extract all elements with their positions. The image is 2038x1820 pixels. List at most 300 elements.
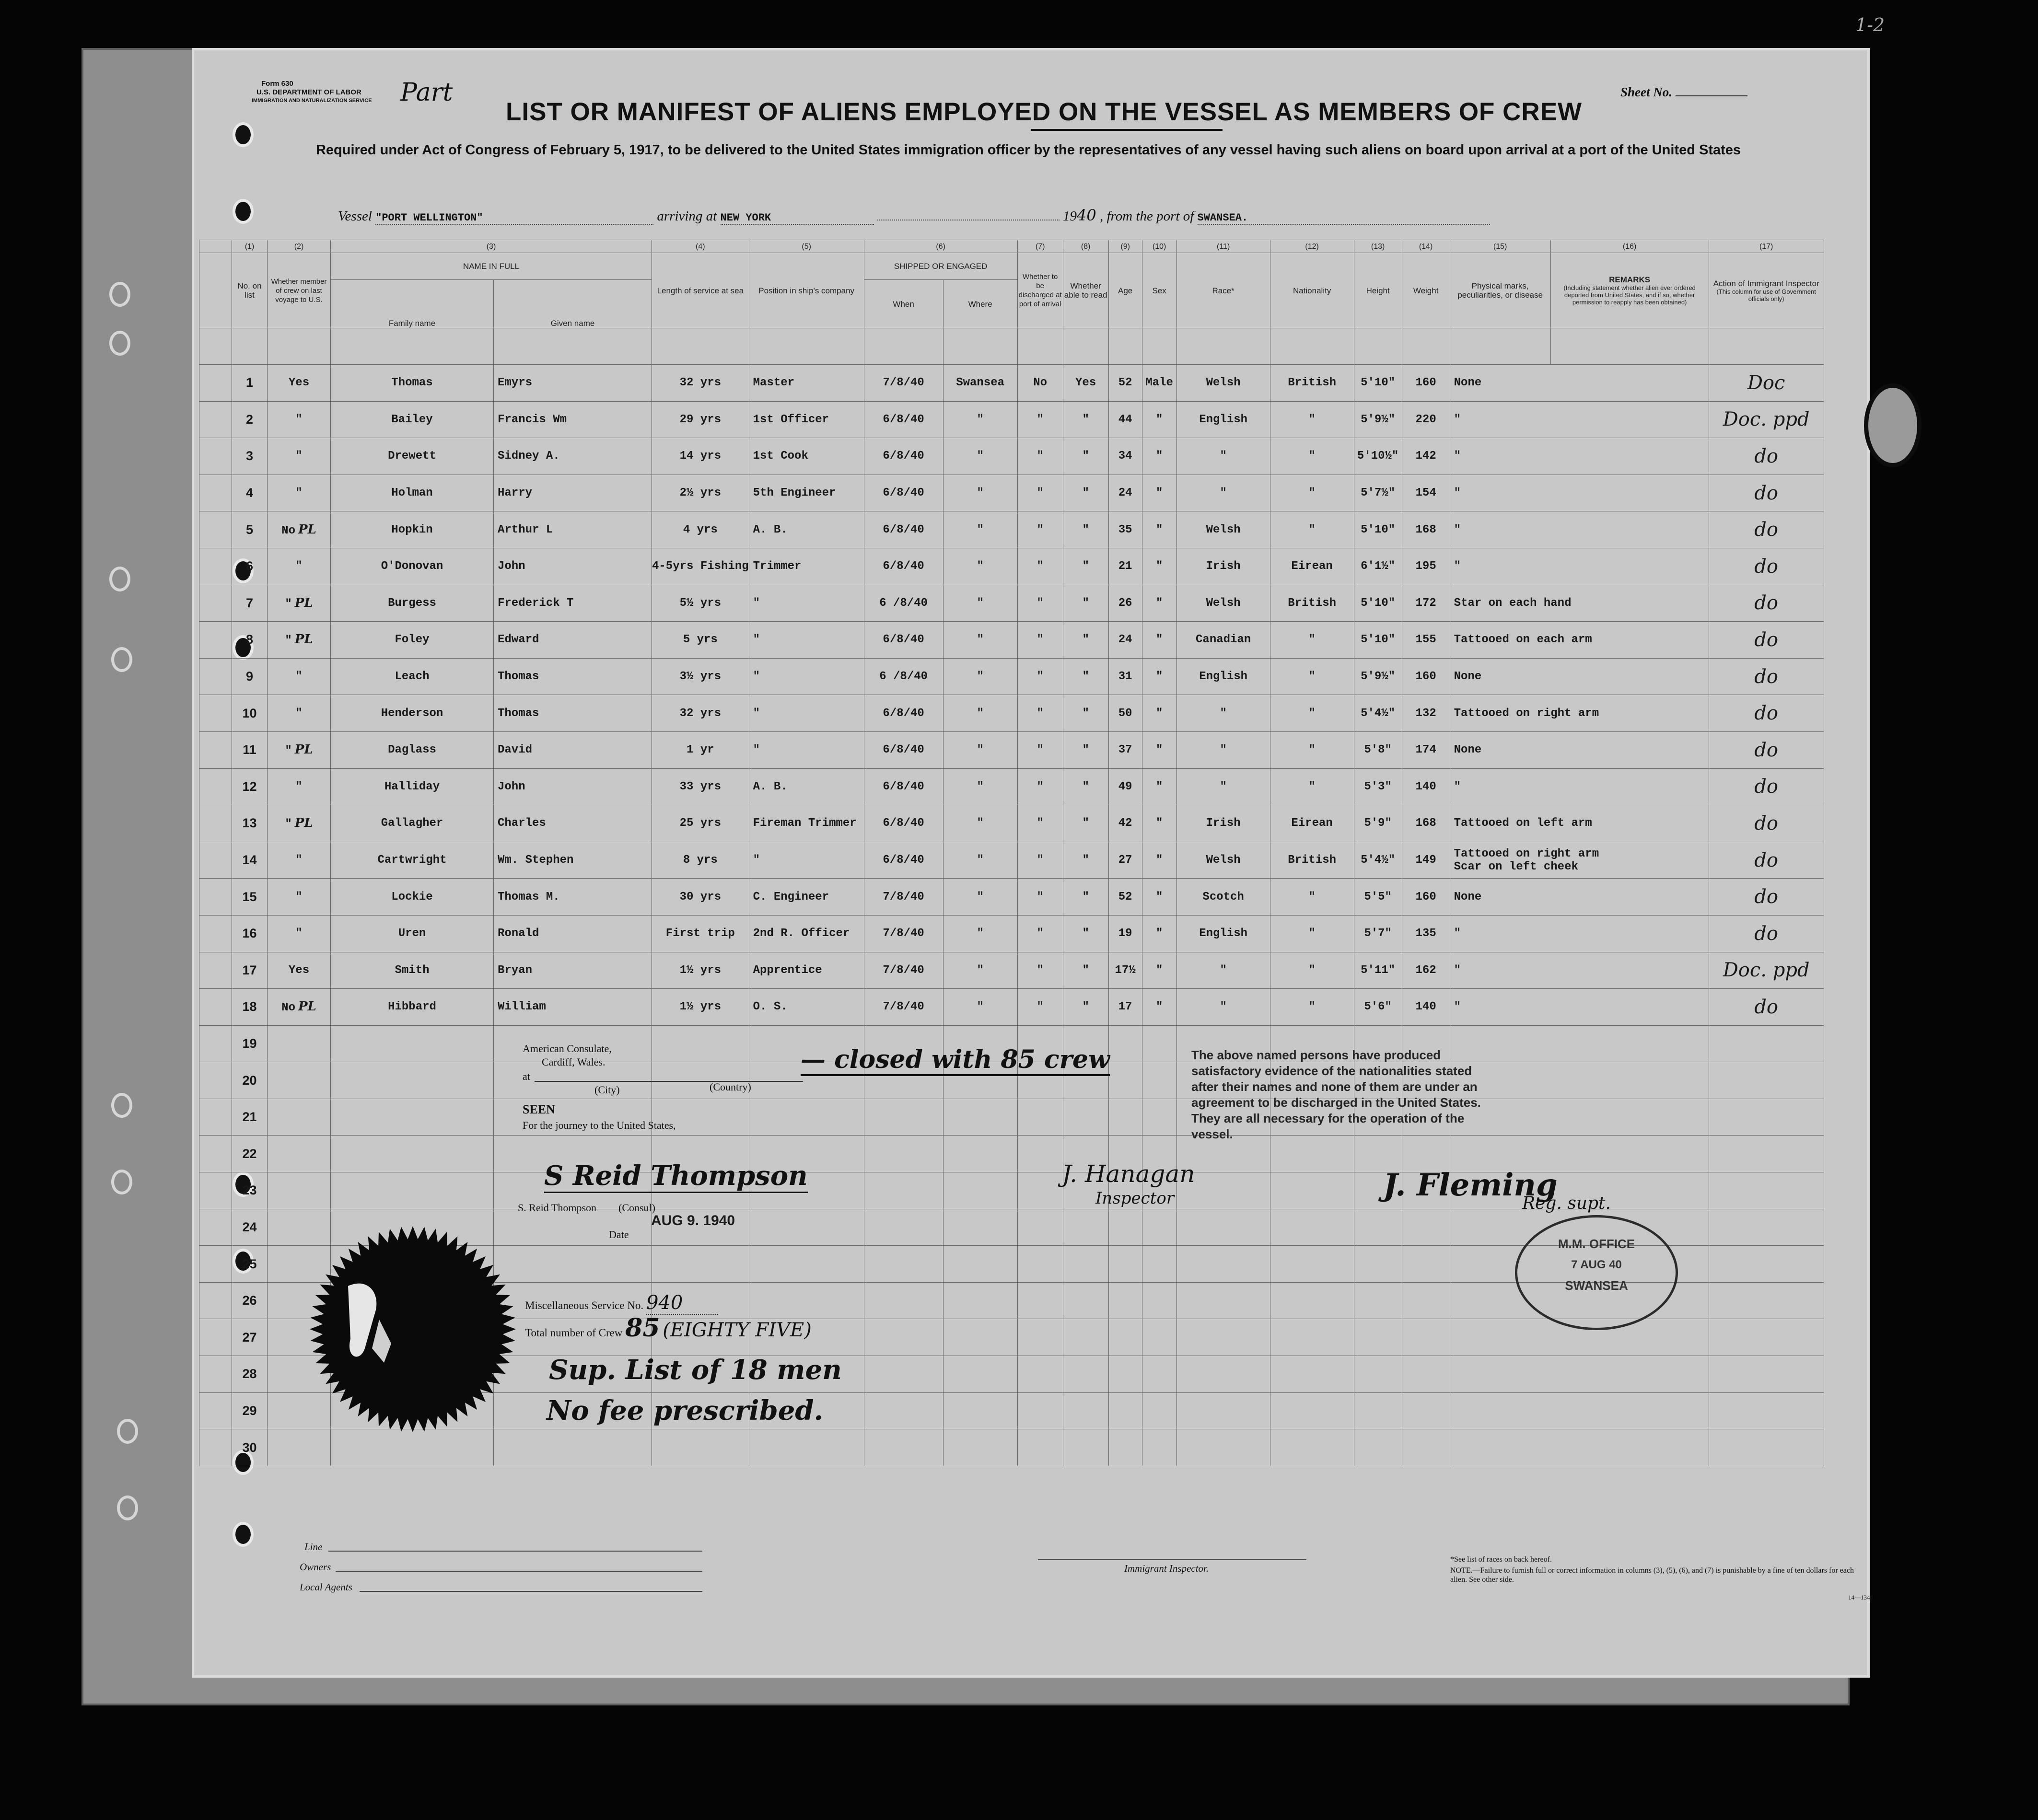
empty-cell [1063,1246,1108,1283]
family-name: Bailey [331,401,494,438]
master-signature: J. Fleming [1383,1167,1558,1203]
nationality: British [1270,585,1354,622]
physical-marks [1450,989,1709,1026]
from-label: , from the port of [1099,209,1194,224]
given-name: Thomas [494,695,652,732]
shipped-when: 6/8/40 [864,622,943,659]
given-name: Ronald [494,915,652,952]
length-of-service: 25 yrs [652,805,749,842]
list-number: 22 [232,1136,268,1172]
height: 5'10" [1354,511,1402,548]
previous-voyage-note: PL [294,816,313,831]
inspector-action: do [1709,805,1824,842]
empty-cell [268,1025,331,1062]
family-name: Gallagher [331,805,494,842]
list-number: 26 [232,1282,268,1319]
height: 5'4½" [1354,695,1402,732]
to-be-discharged: " [1017,915,1063,952]
previous-voyage-value: No [281,1001,295,1015]
age: 52 [1108,879,1142,916]
empty-cell [1017,1246,1063,1283]
empty-cell [1063,1356,1108,1393]
physical-marks [1450,622,1709,659]
sex: " [1142,622,1176,659]
able-to-read: " [1063,695,1108,732]
position: " [749,842,864,879]
nationality: " [1270,475,1354,511]
physical-marks [1450,768,1709,805]
shipped-when: 7/8/40 [864,989,943,1026]
previous-voyage-value: " [295,780,303,793]
col-where: Where [943,280,1017,328]
weight: 168 [1402,805,1450,842]
col-given-name: Given name [494,280,652,328]
row-margin [199,622,232,659]
previous-voyage [268,438,331,475]
empty-cell [943,1136,1017,1172]
empty-cell [943,1392,1017,1429]
empty-cell [1354,1282,1402,1319]
row-margin [199,695,232,732]
shipped-where: " [943,622,1017,659]
nationality: " [1270,731,1354,768]
shipped-when: 6/8/40 [864,438,943,475]
shipped-when: 6/8/40 [864,401,943,438]
height: 5'6" [1354,989,1402,1026]
inspector-action: Doc. ppd [1709,952,1824,989]
physical-marks-text: None [1454,743,1482,757]
family-name: Daglass [331,731,494,768]
able-to-read: " [1063,952,1108,989]
col-num: (9) [1108,240,1142,253]
empty-cell [1354,1429,1402,1466]
empty-cell [1108,1062,1142,1099]
age: 27 [1108,842,1142,879]
race: Welsh [1176,842,1270,879]
to-be-discharged: " [1017,401,1063,438]
empty-cell [331,1099,494,1136]
nationality: British [1270,842,1354,879]
empty-cell [1402,1392,1450,1429]
physical-marks [1450,438,1709,475]
previous-voyage [268,952,331,989]
inspector-action: Doc [1709,365,1824,402]
crew-total-number: 85 [625,1313,660,1343]
empty-cell [1108,1099,1142,1136]
sex: " [1142,438,1176,475]
inspector-action: do [1709,842,1824,879]
col-num: (1) [232,240,268,253]
empty-cell [1108,1356,1142,1393]
col-num: (10) [1142,240,1176,253]
empty-cell [1063,1099,1108,1136]
empty-cell [494,1429,652,1466]
physical-marks-text: Tattooed on right arm [1454,707,1599,720]
to-be-discharged: " [1017,511,1063,548]
journey-label: For the journey to the United States, [523,1119,676,1131]
empty-cell [943,1429,1017,1466]
empty-cell [1108,1282,1142,1319]
nationality: " [1270,658,1354,695]
position: " [749,658,864,695]
empty-cell [1017,1172,1063,1209]
column-number-row [199,240,1824,253]
race: " [1176,475,1270,511]
row-margin [199,511,232,548]
empty-cell [268,1099,331,1136]
row-margin [199,365,232,402]
binder-hole [109,567,130,591]
row-margin [199,475,232,511]
race: " [1176,438,1270,475]
race: Irish [1176,805,1270,842]
crew-row [199,731,1824,768]
position: 2nd R. Officer [749,915,864,952]
row-margin [199,879,232,916]
height: 5'10½" [1354,438,1402,475]
list-number: 13 [232,805,268,842]
col-physical-marks: Physical marks, peculiarities, or disease [1450,253,1550,328]
previous-voyage-note: PL [294,632,313,647]
row-margin [199,658,232,695]
row-margin [199,989,232,1026]
empty-cell [268,1172,331,1209]
empty-cell [1142,1246,1176,1283]
empty-cell [1142,1429,1176,1466]
list-number: 30 [232,1429,268,1466]
binder-hole [111,647,132,672]
weight: 160 [1402,879,1450,916]
manifest-sheet [192,48,1873,1678]
empty-cell [199,1392,232,1429]
weight: 140 [1402,768,1450,805]
col-num: (14) [1402,240,1450,253]
race: English [1176,401,1270,438]
col-num: (12) [1270,240,1354,253]
weight: 160 [1402,365,1450,402]
previous-voyage-value: " [295,890,303,904]
previous-voyage [268,989,331,1026]
previous-voyage [268,585,331,622]
to-be-discharged: " [1017,952,1063,989]
empty-cell [1017,1356,1063,1393]
height: 5'11" [1354,952,1402,989]
col-length-of-service: Length of service at sea [652,253,749,328]
list-number: 6 [232,548,268,585]
to-be-discharged: " [1017,658,1063,695]
inspector-action: do [1709,731,1824,768]
crew-row [199,658,1824,695]
inspector-action: do [1709,585,1824,622]
consulate-office: American Consulate, [523,1043,612,1055]
previous-voyage-value: " [295,854,303,867]
empty-cell [943,1282,1017,1319]
binder-hole [117,1495,138,1520]
row-margin [199,768,232,805]
empty-cell [1176,1282,1270,1319]
family-name: Hopkin [331,511,494,548]
crew-row [199,952,1824,989]
position: A. B. [749,768,864,805]
physical-marks-text: Tattooed on each arm [1454,633,1592,647]
previous-voyage [268,879,331,916]
nationality: " [1270,989,1354,1026]
previous-voyage-value: " [295,707,303,720]
previous-voyage [268,842,331,879]
shipped-when: 7/8/40 [864,915,943,952]
to-be-discharged: " [1017,695,1063,732]
nationality: " [1270,401,1354,438]
empty-cell [1108,1025,1142,1062]
binder-hole [233,122,254,147]
col-race: Race* [1176,253,1270,328]
year-value: 40 [1077,206,1096,224]
to-be-discharged: " [1017,622,1063,659]
shipped-where: " [943,989,1017,1026]
empty-cell [199,1209,232,1246]
empty-cell [331,1062,494,1099]
master-title: Reg. supt. [1522,1194,1611,1213]
weight: 149 [1402,842,1450,879]
empty-cell [864,1392,943,1429]
consul-date-stamp: AUG 9. 1940 [651,1213,735,1229]
crew-row [199,879,1824,916]
empty-cell [1450,1356,1709,1393]
previous-voyage [268,622,331,659]
race: Scotch [1176,879,1270,916]
sex: " [1142,842,1176,879]
empty-cell [864,1319,943,1356]
empty-cell [1270,1392,1354,1429]
previous-voyage-value: " [285,818,292,831]
length-of-service: 5½ yrs [652,585,749,622]
able-to-read: " [1063,989,1108,1026]
empty-cell [1270,1246,1354,1283]
previous-voyage [268,511,331,548]
weight: 142 [1402,438,1450,475]
empty-cell [1063,1209,1108,1246]
empty-cell [1709,1209,1824,1246]
vessel-line [338,206,1490,225]
able-to-read: " [1063,622,1108,659]
sex: Male [1142,365,1176,402]
crew-row [199,989,1824,1026]
inspector-action: do [1709,879,1824,916]
height: 5'10" [1354,365,1402,402]
binder-hole [109,331,130,356]
shipped-where: " [943,548,1017,585]
empty-row [199,1099,1824,1136]
empty-cell [1063,1392,1108,1429]
shipped-where: " [943,731,1017,768]
empty-cell [1709,1429,1824,1466]
shipped-when: 6/8/40 [864,768,943,805]
sex: " [1142,805,1176,842]
given-name: Arthur L [494,511,652,548]
empty-cell [1709,1246,1824,1283]
race: " [1176,989,1270,1026]
year-label: 19 [1063,209,1077,224]
race: " [1176,695,1270,732]
empty-cell [1142,1062,1176,1099]
race: Welsh [1176,365,1270,402]
row-margin [199,915,232,952]
shipped-where: " [943,805,1017,842]
family-name: Hibbard [331,989,494,1026]
sex: " [1142,768,1176,805]
position: " [749,731,864,768]
empty-cell [268,1429,331,1466]
misc-service-number: 940 [646,1292,718,1315]
from-port: SWANSEA. [1198,212,1490,225]
age: 17½ [1108,952,1142,989]
able-to-read: " [1063,475,1108,511]
inspector-action: do [1709,695,1824,732]
race: Canadian [1176,622,1270,659]
physical-marks-text: " [1454,780,1461,793]
col-num: (13) [1354,240,1402,253]
sheet-number-label [1620,85,1747,100]
physical-marks-text: None [1454,890,1482,904]
row-margin [199,401,232,438]
age: 35 [1108,511,1142,548]
position: 5th Engineer [749,475,864,511]
empty-cell [1709,1025,1824,1062]
able-to-read: " [1063,879,1108,916]
empty-cell [1108,1319,1142,1356]
to-be-discharged: " [1017,879,1063,916]
misc-service-line [525,1292,718,1315]
position: " [749,622,864,659]
col-num: (15) [1450,240,1550,253]
physical-marks-text: " [1454,413,1461,426]
empty-cell [1142,1392,1176,1429]
age: 21 [1108,548,1142,585]
empty-cell [1354,1246,1402,1283]
given-name: Sidney A. [494,438,652,475]
binder-hole [111,1170,132,1194]
previous-voyage [268,915,331,952]
age: 49 [1108,768,1142,805]
age: 44 [1108,401,1142,438]
crew-row [199,842,1824,879]
family-name: O'Donovan [331,548,494,585]
list-number: 25 [232,1246,268,1283]
empty-cell [1354,1392,1402,1429]
to-be-discharged: " [1017,475,1063,511]
consulate-line [535,1081,803,1082]
shipped-where: " [943,438,1017,475]
nationality: Eirean [1270,805,1354,842]
consulate-block [518,1043,858,1292]
empty-cell [199,1062,232,1099]
sex: " [1142,989,1176,1026]
age: 17 [1108,989,1142,1026]
crew-row [199,548,1824,585]
empty-cell [864,1356,943,1393]
shipped-where: " [943,879,1017,916]
shipped-when: 6 /8/40 [864,585,943,622]
row-margin [199,548,232,585]
physical-marks-text: " [1454,487,1461,500]
height: 5'8" [1354,731,1402,768]
col-num: (6) [864,240,1017,253]
given-name: Edward [494,622,652,659]
footer-races-note: *See list of races on back hereof. [1450,1555,1552,1564]
position: Fireman Trimmer [749,805,864,842]
physical-marks [1450,805,1709,842]
col-num: (16) [1550,240,1709,253]
given-name: Bryan [494,952,652,989]
crew-row [199,401,1824,438]
sex: " [1142,401,1176,438]
age: 19 [1108,915,1142,952]
shipped-where: " [943,768,1017,805]
col-no-on-list: No. on list [232,253,268,328]
stamp-top: M.M. OFFICE [1558,1237,1635,1251]
empty-cell [943,1172,1017,1209]
physical-marks [1450,585,1709,622]
sheet-number: Sheet No. [1620,85,1672,99]
empty-cell [1709,1099,1824,1136]
able-to-read: " [1063,658,1108,695]
family-name: Smith [331,952,494,989]
physical-marks-text: " [1454,523,1461,536]
length-of-service: 4 yrs [652,511,749,548]
inspector-action: do [1709,915,1824,952]
col-num: (3) [331,240,652,253]
given-name: Frederick T [494,585,652,622]
row-margin [199,731,232,768]
empty-cell [1709,1136,1824,1172]
given-name: Charles [494,805,652,842]
position: A. B. [749,511,864,548]
empty-cell [268,1136,331,1172]
arriving-port: NEW YORK [721,212,874,225]
empty-cell [1270,1356,1354,1393]
given-name: Wm. Stephen [494,842,652,879]
length-of-service: 14 yrs [652,438,749,475]
crew-row [199,585,1824,622]
physical-marks [1450,879,1709,916]
nationality: " [1270,952,1354,989]
able-to-read: " [1063,915,1108,952]
footer-line-label: Line [304,1541,323,1553]
nationality: " [1270,915,1354,952]
age: 24 [1108,622,1142,659]
given-name: Harry [494,475,652,511]
able-to-read: " [1063,768,1108,805]
previous-voyage-value: Yes [288,963,310,977]
position: Trimmer [749,548,864,585]
row-margin [199,952,232,989]
physical-marks [1450,842,1709,879]
crew-row [199,475,1824,511]
previous-voyage [268,731,331,768]
length-of-service: 33 yrs [652,768,749,805]
binder-hole [233,1522,254,1547]
able-to-read: " [1063,511,1108,548]
col-able-to-read: Whether able to read [1063,253,1108,328]
list-number: 5 [232,511,268,548]
race: English [1176,658,1270,695]
previous-voyage [268,401,331,438]
previous-voyage-value: No [281,524,295,537]
empty-cell [331,1429,494,1466]
empty-cell [1176,1429,1270,1466]
col-spacer [199,253,232,328]
physical-marks [1450,401,1709,438]
